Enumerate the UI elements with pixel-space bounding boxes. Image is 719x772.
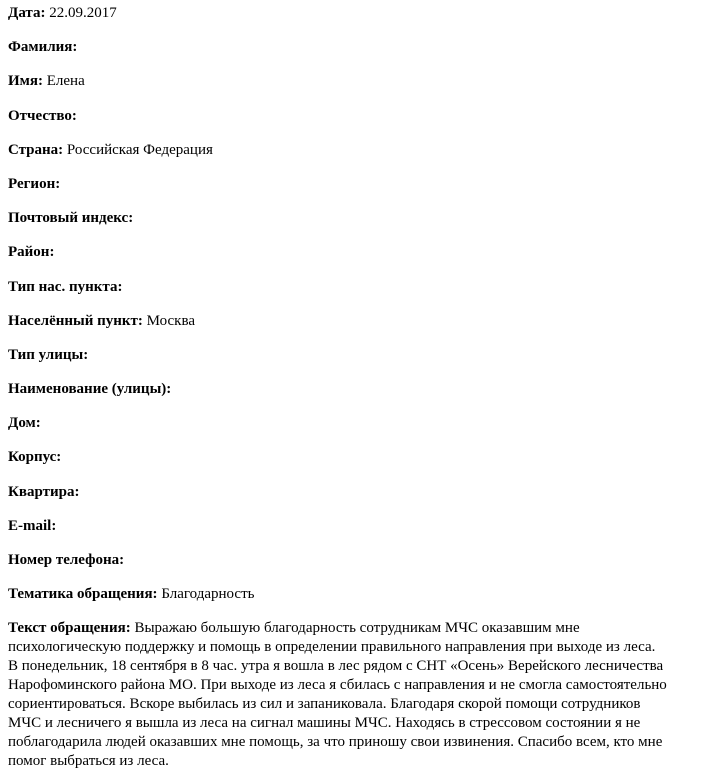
field-settlement-type <box>8 274 713 308</box>
appeal-text-line: МЧС и лесничего я вышла из леса на сигнал машины МЧС. Находясь в стрессовом состоянии я не <box>8 715 641 732</box>
field-date <box>8 0 713 34</box>
field-label: E-mail: <box>8 517 57 534</box>
field-house <box>8 410 713 444</box>
field-label: Тематика обращения: <box>8 586 158 603</box>
appeal-text-line: сориентироваться. Вскоре выбилась из сил и запаниковала. Благодаря скорой помощи сотрудников <box>8 696 641 713</box>
field-label: Корпус: <box>8 449 62 466</box>
field-value: Москва <box>146 312 195 329</box>
field-phone <box>8 547 713 581</box>
field-topic <box>8 581 713 615</box>
field-label: Дата: <box>8 5 46 21</box>
field-patronymic <box>8 103 713 137</box>
appeal-text-line: Текст обращения: Выражаю большую благодарность сотрудникам МЧС оказавшим мне <box>8 620 580 637</box>
field-label: Наименование (улицы): <box>8 381 172 398</box>
field-label: Район: <box>8 244 55 261</box>
field-country <box>8 137 713 171</box>
appeal-text-line: помог выбраться из леса. <box>8 753 169 770</box>
appeal-text-line: Нарофоминского района МО. При выходе из леса я сбилась с направления и не смогла самостоятельно <box>8 677 667 694</box>
field-label: Страна: <box>8 141 64 158</box>
field-label: Фамилия: <box>8 39 78 56</box>
appeal-text <box>8 619 713 771</box>
appeal-document <box>8 0 713 771</box>
field-value: Благодарность <box>161 586 255 603</box>
field-district <box>8 239 713 273</box>
field-postal-code <box>8 205 713 239</box>
field-value: 22.09.2017 <box>49 5 117 21</box>
field-street-type <box>8 342 713 376</box>
field-label: Дом: <box>8 415 41 432</box>
field-label: Тип нас. пункта: <box>8 278 123 295</box>
field-label: Квартира: <box>8 483 80 500</box>
field-email <box>8 513 713 547</box>
field-label: Регион: <box>8 175 61 192</box>
appeal-text-line: психологическую поддержку и помощь в определении правильного направления при выходе из леса. <box>8 639 656 656</box>
field-region <box>8 171 713 205</box>
field-settlement <box>8 308 713 342</box>
field-apartment <box>8 479 713 513</box>
appeal-text-line: поблагодарила людей оказавших мне помощь, за что приношу свои извинения. Спасибо всем, кто мне <box>8 734 663 751</box>
appeal-text-line: В понедельник, 18 сентября в 8 час. утра я вошла в лес рядом с СНТ «Осень» Верейского лесничества <box>8 658 664 675</box>
field-last-name <box>8 34 713 68</box>
field-label: Имя: <box>8 73 43 90</box>
field-first-name <box>8 68 713 102</box>
field-label: Тип улицы: <box>8 346 89 363</box>
field-street-name <box>8 376 713 410</box>
field-label: Номер телефона: <box>8 552 125 568</box>
appeal-text-label: Текст обращения: <box>8 620 131 637</box>
field-label: Населённый пункт: <box>8 312 143 329</box>
field-building <box>8 444 713 478</box>
field-value: Российская Федерация <box>66 141 213 158</box>
field-label: Отчество: <box>8 107 77 124</box>
field-value: Елена <box>46 73 85 90</box>
field-label: Почтовый индекс: <box>8 210 134 227</box>
